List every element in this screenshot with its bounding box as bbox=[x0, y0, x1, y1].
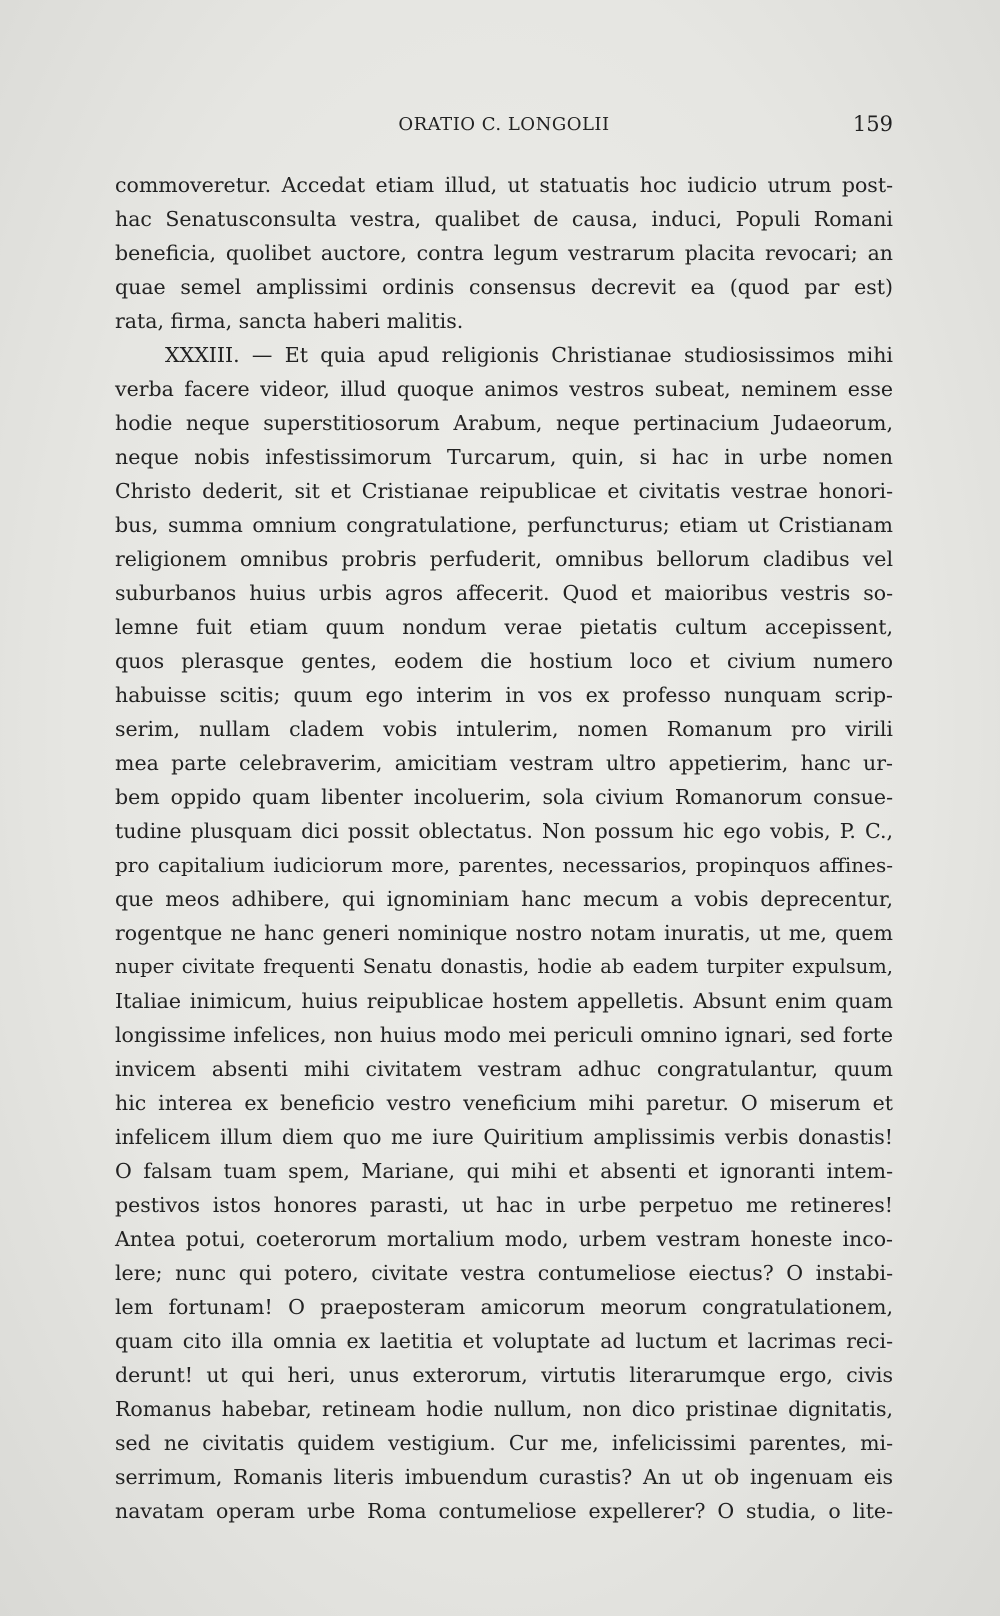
text-line: serim, nullam cladem vobis intulerim, nomen Romanum pro virili bbox=[115, 717, 893, 741]
text-line: rogentque ne hanc generi nominique nostro notam inuratis, ut me, quem bbox=[115, 921, 893, 945]
text-line: invicem absenti mihi civitatem vestram adhuc congratulantur, quum bbox=[115, 1057, 893, 1081]
text-line: pestivos istos honores parasti, ut hac in urbe perpetuo me retineres! bbox=[115, 1193, 893, 1217]
text-line: religionem omnibus probris perfuderit, omnibus bellorum cladibus vel bbox=[115, 547, 893, 571]
text-line: lere; nunc qui potero, civitate vestra contumeliose eiectus? O instabi- bbox=[115, 1261, 893, 1285]
text-line: Romanus habebar, retineam hodie nullum, non dico pristinae dignitatis, bbox=[115, 1397, 893, 1421]
text-line: commoveretur. Accedat etiam illud, ut statuatis hoc iudicio utrum post- bbox=[115, 173, 893, 197]
text-line: longissime infelices, non huius modo mei periculi omnino ignari, sed forte bbox=[115, 1023, 893, 1047]
text-line: lem fortunam! O praeposteram amicorum meorum congratulationem, bbox=[115, 1295, 893, 1319]
text-line: mea parte celebraverim, amicitiam vestram ultro appetierim, hanc ur- bbox=[115, 751, 893, 775]
text-line: navatam operam urbe Roma contumeliose expellerer? O studia, o lite- bbox=[115, 1499, 893, 1523]
text-line: quam cito illa omnia ex laetitia et voluptate ad luctum et lacrimas reci- bbox=[115, 1329, 893, 1353]
text-line: serrimum, Romanis literis imbuendum curastis? An ut ob ingenuam eis bbox=[115, 1465, 893, 1489]
text-line: nuper civitate frequenti Senatu donastis, hodie ab eadem turpiter expulsum, bbox=[115, 955, 893, 978]
text-line: hodie neque superstitiosorum Arabum, neque pertinacium Judaeorum, bbox=[115, 411, 893, 435]
text-line: sed ne civitatis quidem vestigium. Cur me, infelicissimi parentes, mi- bbox=[115, 1431, 893, 1455]
text-line: bem oppido quam libenter incoluerim, sola civium Romanorum consue- bbox=[115, 785, 893, 809]
text-line: suburbanos huius urbis agros affecerit. Quod et maioribus vestris so- bbox=[115, 581, 893, 605]
text-line: quos plerasque gentes, eodem die hostium loco et civium numero bbox=[115, 649, 893, 673]
page-number: 159 bbox=[852, 112, 893, 136]
text-line: bus, summa omnium congratulatione, perfuncturus; etiam ut Cristianam bbox=[115, 513, 893, 537]
text-line: habuisse scitis; quum ego interim in vos ex professo nunquam scrip- bbox=[115, 683, 893, 707]
text-line: O falsam tuam spem, Mariane, qui mihi et absenti et ignoranti intem- bbox=[115, 1159, 893, 1183]
running-title: ORATIO C. LONGOLII bbox=[398, 114, 610, 135]
text-line: Italiae inimicum, huius reipublicae hostem appelletis. Absunt enim quam bbox=[115, 989, 893, 1013]
text-line: quae semel amplissimi ordinis consensus decrevit ea (quod par est) bbox=[115, 275, 893, 299]
text-line: beneficia, quolibet auctore, contra legum vestrarum placita revocari; an bbox=[115, 241, 893, 265]
text-line: XXXIII. — Et quia apud religionis Christianae studiosissimos mihi bbox=[165, 343, 893, 367]
text-line: derunt! ut qui heri, unus exterorum, virtutis literarumque ergo, civis bbox=[115, 1363, 893, 1387]
text-line: verba facere videor, illud quoque animos vestros subeat, neminem esse bbox=[115, 377, 893, 401]
running-head bbox=[115, 114, 893, 144]
body-text bbox=[115, 168, 893, 1528]
text-line: hac Senatusconsulta vestra, qualibet de causa, induci, Populi Romani bbox=[115, 207, 893, 231]
text-line: tudine plusquam dici possit oblectatus. Non possum hic ego vobis, P. C., bbox=[115, 819, 893, 843]
text-line: infelicem illum diem quo me iure Quiritium amplissimis verbis donastis! bbox=[115, 1125, 893, 1149]
text-line: Antea potui, coeterorum mortalium modo, urbem vestram honeste inco- bbox=[115, 1227, 893, 1251]
text-line: rata, firma, sancta haberi malitis. bbox=[115, 309, 464, 333]
text-line: que meos adhibere, qui ignominiam hanc mecum a vobis deprecentur, bbox=[115, 887, 893, 911]
text-line: neque nobis infestissimorum Turcarum, quin, si hac in urbe nomen bbox=[115, 445, 893, 469]
text-line: lemne fuit etiam quum nondum verae pietatis cultum accepissent, bbox=[115, 615, 893, 639]
text-line: Christo dederit, sit et Cristianae reipublicae et civitatis vestrae honori- bbox=[115, 479, 893, 503]
text-line: hic interea ex beneficio vestro veneficium mihi paretur. O miserum et bbox=[115, 1091, 893, 1115]
text-line: pro capitalium iudiciorum more, parentes, necessarios, propinquos affines- bbox=[115, 853, 893, 877]
